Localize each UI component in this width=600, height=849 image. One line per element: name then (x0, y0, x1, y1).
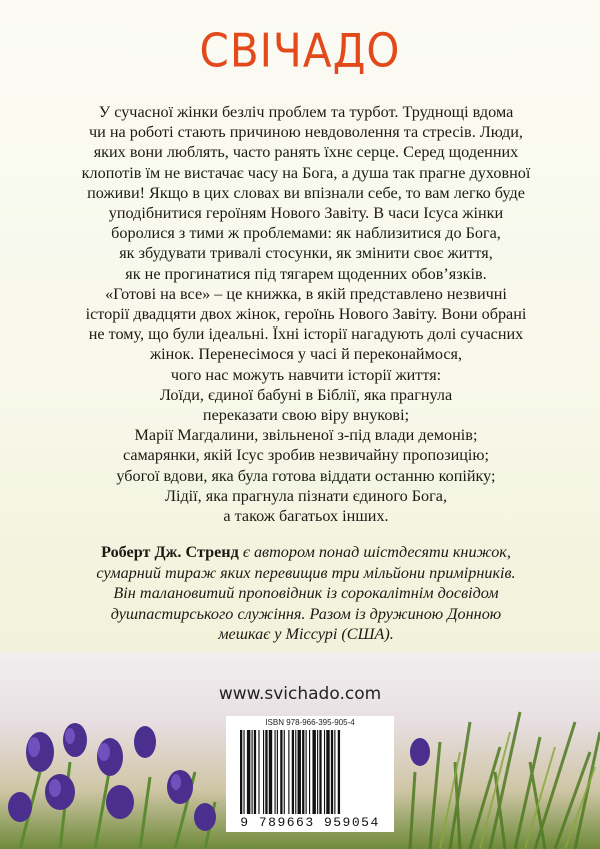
publisher-website: www.svichado.com (218, 684, 382, 704)
description-line: Марії Магдалини, звільненої з-під влади демонів; (134, 426, 478, 445)
barcode-digits: 9 789663 959054 (240, 815, 380, 830)
description-line: жінок. Перенесімося у часі й переконаймося, (150, 345, 462, 364)
author-bio-first-line (50, 542, 562, 563)
description-line: яких вони люблять, часто ранять їхнє серце. Серед щоденних (93, 143, 519, 162)
description-line: як збудувати тривалі стосунки, як змінити своє життя, (119, 244, 493, 263)
publisher-logo: СВІЧАДО (199, 23, 401, 78)
description-line: уподібнитися героїням Нового Завіту. В часи Ісуса жінки (108, 204, 504, 223)
description-line: а також багатьох інших. (223, 507, 389, 526)
description-line: Лоїди, єдиної бабуні в Біблії, яка прагнула (159, 385, 453, 404)
book-description (50, 102, 562, 526)
description-line: не тому, що були ідеальні. Їхні історії нагадують долі сучасних (88, 325, 524, 344)
description-line: як не прогинатися під тягарем щоденних обов’язків. (125, 264, 487, 283)
author-bio-text: є автором понад шістдесяти книжок, (238, 543, 511, 561)
author-name: Роберт Дж. Стренд (101, 543, 239, 561)
description-line: самарянки, якій Ісус зробив незвичайну пропозицію; (122, 446, 490, 465)
barcode-area (226, 716, 394, 832)
description-line: Лідії, яка прагнула пізнати єдиного Бога, (164, 486, 448, 505)
description-line: клопотів їм не вистачає часу на Бога, а душа так прагне духовної (81, 163, 531, 182)
description-line: історії двадцяти двох жінок, героїнь Нового Завіту. Вони обрані (85, 305, 527, 324)
description-line: У сучасної жінки безліч проблем та турбот. Труднощі вдома (98, 103, 514, 121)
description-line: чи на роботі стають причиною невдоволення та стресів. Люди, (89, 123, 523, 142)
description-line: убогої вдови, яка була готова віддати останню копійку; (116, 466, 496, 485)
description-line: боролися з тими ж проблемами: як наблизитися до Бога, (111, 224, 501, 243)
description-line: «Готові на все» – це книжка, в якій представлено незвичні (105, 284, 507, 303)
description-line: поживи! Якщо в цих словах ви впізнали себе, то вам легко буде (87, 183, 525, 202)
author-bio-line: душпастирського служіння. Разом із дружиною Донною (110, 604, 502, 623)
author-bio-line: мешкає у Міссурі (США). (218, 625, 394, 643)
description-line: чого нас можуть навчити історії життя: (170, 365, 442, 384)
isbn-label: ISBN 978-966-395-905-4 (265, 718, 355, 727)
description-line: переказати свою віру внукові; (202, 406, 410, 425)
author-bio (50, 542, 562, 645)
author-bio-line: сумарний тираж яких перевищив три мільйони примірників. (96, 563, 516, 582)
author-bio-line: Він талановитий проповідник із сорокалітнім досвідом (113, 584, 499, 602)
